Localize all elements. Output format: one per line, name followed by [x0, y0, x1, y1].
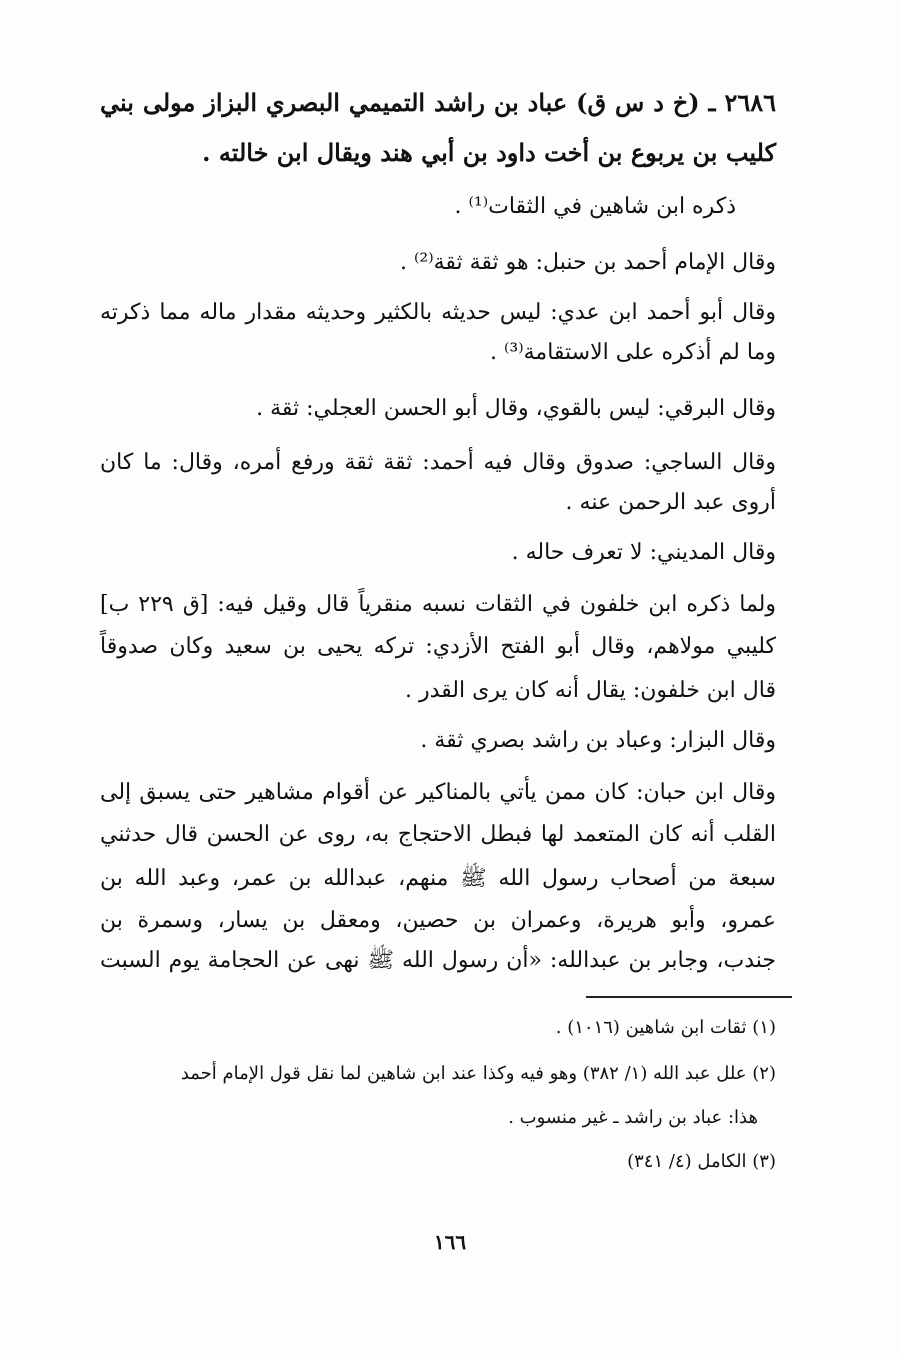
body-line: سبعة من أصحاب رسول الله ﷺ منهم، عبدالله بن عمر، وعبد الله بن [100, 866, 776, 891]
entry-heading-line-1: ٢٦٨٦ ـ (خ د س ق) عباد بن راشد التميمي البصري البزاز مولى بني [100, 88, 776, 117]
body-line: وما لم أذكره على الاستقامة⁽³⁾ . [490, 340, 776, 365]
body-line: وقال أبو أحمد ابن عدي: ليس حديثه بالكثير وحديثه مقدار ماله مما ذكرته [100, 300, 776, 325]
body-line: وقال الساجي: صدوق وقال فيه أحمد: ثقة ثقة ورفع أمره، وقال: ما كان [100, 450, 776, 475]
body-line: ذكره ابن شاهين في الثقات⁽¹⁾ . [454, 194, 736, 219]
body-line: عمرو، وأبو هريرة، وعمران بن حصين، ومعقل بن يسار، وسمرة بن [100, 908, 776, 933]
footnote-separator [586, 996, 792, 998]
footnote: (٣) الكامل (٤/ ٣٤١) [627, 1151, 776, 1172]
body-line: وقال المديني: لا تعرف حاله . [511, 540, 776, 565]
page-number: ١٦٦ [433, 1230, 467, 1254]
body-line: كليبي مولاهم، وقال أبو الفتح الأزدي: تركه يحيى بن سعيد وكان صدوقاً [100, 634, 776, 659]
entry-heading-line-2: كليب بن يربوع بن أخت داود بن أبي هند ويقال ابن خالته . [202, 138, 776, 167]
footnote: (١) ثقات ابن شاهين (١٠١٦) . [555, 1017, 776, 1038]
body-line: وقال البزار: وعباد بن راشد بصري ثقة . [420, 728, 776, 753]
body-line: قال ابن خلفون: يقال أنه كان يرى القدر . [405, 678, 776, 703]
body-line: وقال ابن حبان: كان ممن يأتي بالمناكير عن أقوام مشاهير حتى يسبق إلى [100, 780, 776, 805]
body-line: وقال الإمام أحمد بن حنبل: هو ثقة ثقة⁽²⁾ . [399, 250, 776, 275]
body-line: ولما ذكره ابن خلفون في الثقات نسبه منقرياً قال وقيل فيه: [ق ٢٢٩ ب] [100, 592, 776, 617]
footnote: (٢) علل عبد الله (١/ ٣٨٢) وهو فيه وكذا عند ابن شاهين لما نقل قول الإمام أحمد [180, 1063, 776, 1084]
body-line: جندب، وجابر بن عبدالله: «أن رسول الله ﷺ نهى عن الحجامة يوم السبت [100, 948, 776, 973]
footnote-continuation: هذا: عباد بن راشد ـ غير منسوب . [508, 1107, 758, 1128]
body-line: أروى عبد الرحمن عنه . [565, 490, 776, 515]
body-line: القلب أنه كان المتعمد لها فبطل الاحتجاج به، روى عن الحسن قال حدثني [100, 822, 776, 847]
body-line: وقال البرقي: ليس بالقوي، وقال أبو الحسن العجلي: ثقة . [256, 396, 776, 421]
